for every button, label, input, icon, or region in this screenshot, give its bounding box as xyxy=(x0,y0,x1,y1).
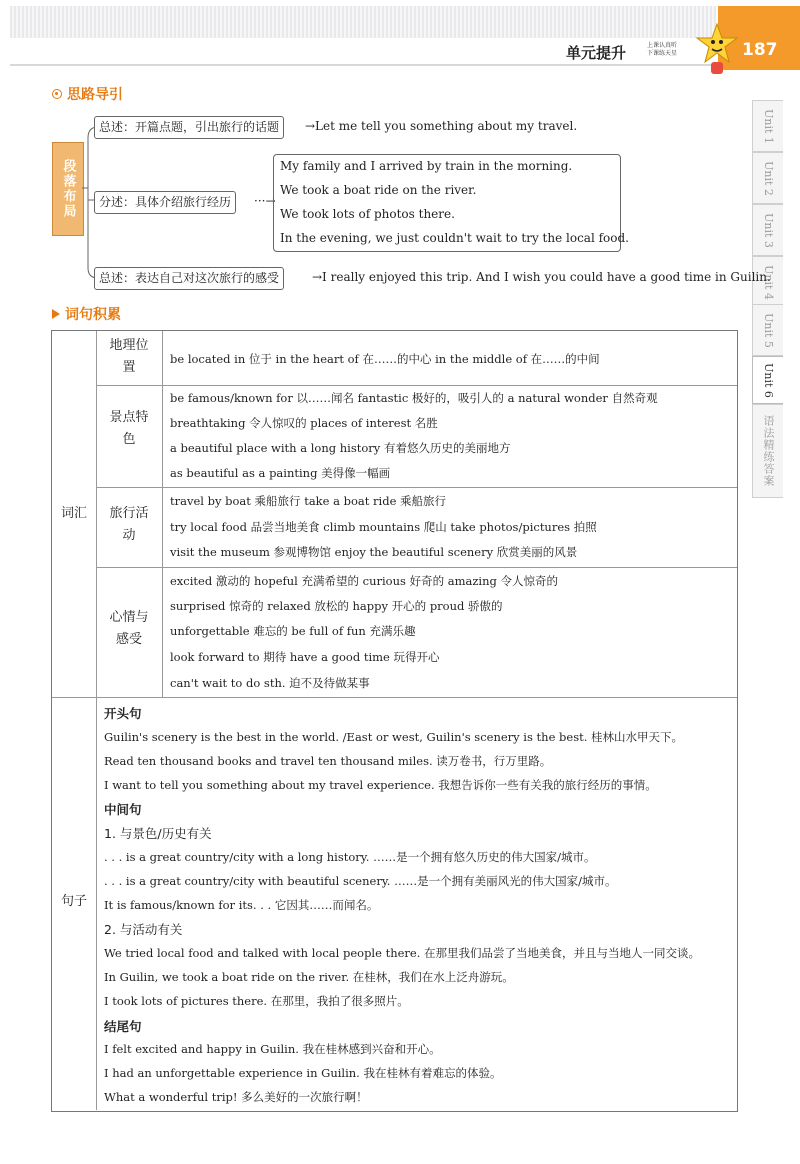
tab-unit-1[interactable]: Unit 1 xyxy=(752,100,783,152)
body-sentence-1: My family and I arrived by train in the morning. xyxy=(280,159,573,173)
group-label-feelings: 心情与感受 xyxy=(109,610,149,647)
ending-box: 总述：表达自己对这次旅行的感受 xyxy=(94,267,284,290)
sentence-line: Guilin's scenery is the best in the world. /East or west, Guilin's scenery is the best. 桂林山水甲天下。 xyxy=(104,730,684,744)
vocab-line: excited 激动的 hopeful 充满希望的 curious 好奇的 amazing 令人惊奇的 xyxy=(170,574,558,588)
sentence-line: What a wonderful trip! 多么美好的一次旅行啊！ xyxy=(104,1090,368,1104)
sentence-label: 句子 xyxy=(60,894,87,909)
body-sentences-box xyxy=(273,154,629,252)
tab-unit-4[interactable]: Unit 4 xyxy=(752,256,783,308)
vocab-line: look forward to 期待 have a good time 玩得开心 xyxy=(170,650,440,664)
sentence-line: Read ten thousand books and travel ten thousand miles. 读万卷书，行万里路。 xyxy=(104,754,552,768)
table-divider xyxy=(96,331,97,1110)
target-icon xyxy=(52,89,62,99)
vocab-label: 词汇 xyxy=(60,506,87,521)
vocab-line: be famous/known for 以……闻名 fantastic 极好的，吸引人的 a natural wonder 自然奇观 xyxy=(170,391,658,405)
intro-sentence: →Let me tell you something about my travel. xyxy=(305,119,578,133)
vocab-sentence-table xyxy=(51,330,738,1112)
middle-subtitle-2: 2. 与活动有关 xyxy=(104,922,183,937)
body-sentence-4: In the evening, we just couldn't wait to try the local food. xyxy=(280,231,629,245)
star-mascot-icon xyxy=(694,22,740,78)
sentence-line: I took lots of pictures there. 在那里，我拍了很多照片。 xyxy=(104,994,409,1008)
tab-unit-2[interactable]: Unit 2 xyxy=(752,152,783,204)
middle-title: 中间句 xyxy=(104,802,142,817)
sentence-line: We tried local food and talked with local people there. 在那里我们品尝了当地美食，并且与当地人一同交谈。 xyxy=(104,946,701,960)
group-label-activities: 旅行活动 xyxy=(109,506,149,543)
section-vocab-heading: 词句积累 xyxy=(52,304,121,324)
sentence-line: I felt excited and happy in Guilin. 我在桂林感到兴奋和开心。 xyxy=(104,1042,441,1056)
page-number: 187 xyxy=(742,40,778,60)
sentence-line: It is famous/known for its. . . 它因其……而闻名。 xyxy=(104,898,379,912)
tab-unit-6[interactable]: Unit 6 xyxy=(752,356,783,404)
sentence-line: I want to tell you something about my travel experience. 我想告诉你一些有关我的旅行经历的事情。 xyxy=(104,778,657,792)
tab-unit-5[interactable]: Unit 5 xyxy=(752,304,783,356)
middle-subtitle-1: 1. 与景色/历史有关 xyxy=(104,826,212,841)
ending-title: 结尾句 xyxy=(104,1019,142,1034)
vocab-line: try local food 品尝当地美食 climb mountains 爬山 take photos/pictures 拍照 xyxy=(170,520,597,534)
header-divider xyxy=(10,64,716,66)
vocab-line: unforgettable 难忘的 be full of fun 充满乐趣 xyxy=(170,624,416,638)
sentence-line: . . . is a great country/city with beautiful scenery. ……是一个拥有美丽风光的伟大国家/城市。 xyxy=(104,874,617,888)
group-label-location: 地理位置 xyxy=(109,338,149,375)
table-divider xyxy=(52,697,737,698)
table-divider xyxy=(96,487,737,488)
vocab-line: as beautiful as a painting 美得像一幅画 xyxy=(170,466,391,480)
layout-label: 段落布局 xyxy=(52,142,84,236)
body-sentence-3: We took lots of photos there. xyxy=(280,207,455,221)
vocab-line: be located in 位于 in the heart of 在……的中心 in the middle of 在……的中间 xyxy=(170,352,600,366)
body-arrow: ···→ xyxy=(254,194,276,208)
flag-icon xyxy=(52,309,60,319)
opening-title: 开头句 xyxy=(104,706,142,721)
vocab-line: breathtaking 令人惊叹的 places of interest 名胜 xyxy=(170,416,438,430)
vocab-line: a beautiful place with a long history 有着悠久历史的美丽地方 xyxy=(170,441,511,455)
section-guide-heading: 思路导引 xyxy=(52,84,123,104)
intro-box: 总述：开篇点题，引出旅行的话题 xyxy=(94,116,284,139)
vocab-line: can't wait to do sth. 迫不及待做某事 xyxy=(170,676,370,690)
table-divider xyxy=(96,567,737,568)
table-divider xyxy=(96,385,737,386)
sentence-line: . . . is a great country/city with a long history. ……是一个拥有悠久历史的伟大国家/城市。 xyxy=(104,850,596,864)
body-sentence-2: We took a boat ride on the river. xyxy=(280,183,477,197)
tab-grammar-answers[interactable]: 语法精练答案 xyxy=(752,404,783,498)
vocab-line: travel by boat 乘船旅行 take a boat ride 乘船旅行 xyxy=(170,494,447,508)
vocab-line: surprised 惊奇的 relaxed 放松的 happy 开心的 proud 骄傲的 xyxy=(170,599,503,613)
body-box: 分述：具体介绍旅行经历 xyxy=(94,191,236,214)
ending-sentence: →I really enjoyed this trip. And I wish you could have a good time in Guilin. xyxy=(312,270,771,284)
sentence-line: I had an unforgettable experience in Guilin. 我在桂林有着难忘的体验。 xyxy=(104,1066,502,1080)
vocab-line: visit the museum 参观博物馆 enjoy the beautiful scenery 欣赏美丽的风景 xyxy=(170,545,578,559)
header-slogan: 上课认真听 下课练天星 xyxy=(647,42,678,57)
group-label-features: 景点特色 xyxy=(109,410,149,447)
sentence-line: In Guilin, we took a boat ride on the river. 在桂林，我们在水上泛舟游玩。 xyxy=(104,970,514,984)
header-stripe xyxy=(10,6,716,38)
tab-unit-3[interactable]: Unit 3 xyxy=(752,204,783,256)
unit-review-title: 单元提升 xyxy=(566,44,627,62)
